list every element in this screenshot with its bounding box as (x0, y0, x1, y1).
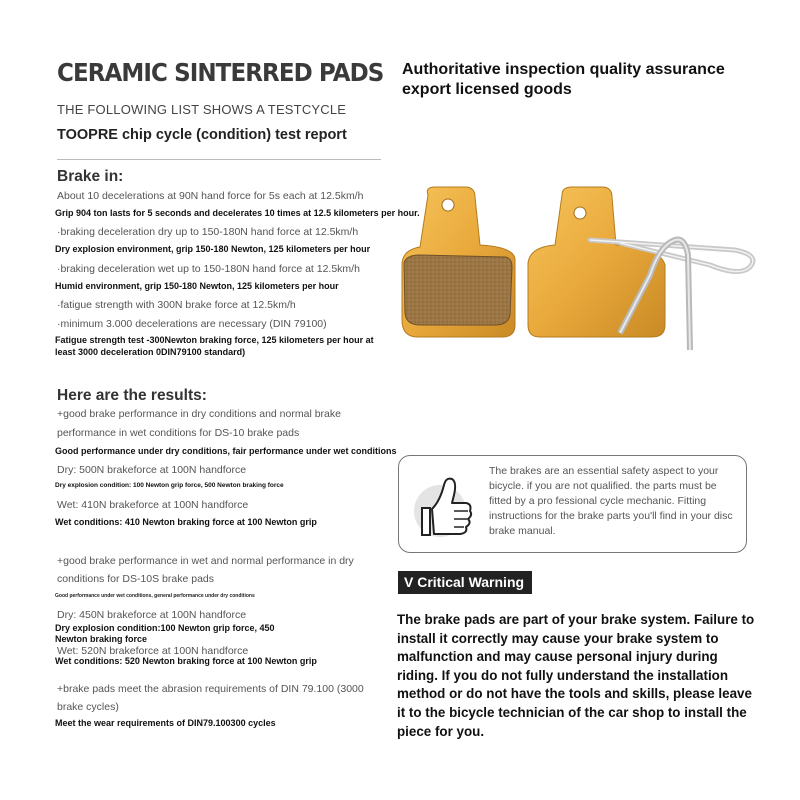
result-line: +good brake performance in wet and normal performance in dry (57, 555, 354, 567)
brake-in-line: ·minimum 3.000 decelerations are necessary (DIN 79100) (57, 318, 327, 330)
result-translation: Good performance under dry conditions, fair performance under wet conditions (55, 446, 397, 456)
right-pad-backing (528, 187, 665, 337)
result-line: conditions for DS-10S brake pads (57, 573, 215, 585)
result-translation: Meet the wear requirements of DIN79.100300 cycles (55, 718, 276, 728)
result-translation: Wet conditions: 410 Newton braking force at 100 Newton grip (55, 517, 317, 527)
authority-tagline: Authoritative inspection quality assurance export licensed goods (402, 61, 725, 98)
results-heading: Here are the results: (57, 387, 207, 404)
divider (57, 159, 381, 160)
subtitle: THE FOLLOWING LIST SHOWS A TESTCYCLE (57, 102, 347, 117)
notice-text: The brakes are an essential safety aspect to your bicycle. if you are not qualified. the parts must be fitted by a pro fessional cycle mechanic. Fitting instructions for the brake parts you'll find in your disc brake manual. (489, 465, 733, 537)
brake-in-line: ·fatigue strength with 300N brake force at 12.5km/h (57, 299, 296, 311)
brake-pads-image (390, 185, 770, 360)
brake-in-translation: Fatigue strength test -300Newton braking force, 125 kilometers per hour at least 3000 deceleration 0DIN79100 standard) (55, 335, 374, 357)
report-title: TOOPRE chip cycle (condition) test report (57, 127, 347, 143)
brake-in-translation: Dry explosion environment, grip 150-180 Newton, 125 kilometers per hour (55, 244, 371, 254)
brake-in-translation: Grip 904 ton lasts for 5 seconds and decelerates 10 times at 12.5 kilometers per hour. (55, 208, 420, 218)
result-line: performance in wet conditions for DS-10 brake pads (57, 427, 300, 439)
thumbs-up-icon (410, 463, 480, 543)
right-pad-hole (574, 207, 586, 219)
result-dry: Dry: 500N brakeforce at 100N handforce (57, 464, 247, 476)
result-line: brake cycles) (57, 701, 119, 713)
result-line: +good brake performance in dry conditions and normal brake (57, 408, 341, 420)
result-dry: Dry: 450N brakeforce at 100N handforce (57, 609, 247, 621)
warning-text: The brake pads are part of your brake system. Failure to install it correctly may cause your brake system to malfunction and may cause personal injury during riding. If you do not fully understand the installation method or do not have the tools and skills, please leave it to the bicycle technician of the car shop to install the piece for you. (397, 612, 755, 739)
left-pad-friction (404, 255, 512, 325)
result-line: +brake pads meet the abrasion requirements of DIN 79.100 (3000 (57, 683, 364, 695)
result-translation: Dry explosion condition: 100 Newton grip force, 500 Newton braking force (55, 482, 284, 489)
brake-in-heading: Brake in: (57, 168, 124, 185)
brake-in-line: ·braking deceleration wet up to 150-180N hand force at 12.5km/h (57, 263, 360, 275)
brake-in-line: ·braking deceleration dry up to 150-180N hand force at 12.5km/h (57, 226, 359, 238)
result-translation: Good performance under wet conditions, general performance under dry conditions (55, 593, 255, 599)
result-translation: Wet conditions: 520 Newton braking force at 100 Newton grip (55, 656, 317, 666)
result-wet: Wet: 520N brakeforce at 100N handforce (57, 645, 249, 657)
page-title: CERAMIC SINTERRED PADS (57, 58, 384, 87)
brake-in-translation: Humid environment, grip 150-180 Newton, 125 kilometers per hour (55, 281, 339, 291)
result-translation: Dry explosion condition:100 Newton grip force, 450 Newton braking force (55, 623, 275, 644)
result-wet: Wet: 410N brakeforce at 100N handforce (57, 499, 249, 511)
brake-in-line: About 10 decelerations at 90N hand force for 5s each at 12.5km/h (57, 190, 364, 202)
left-pad-hole (442, 199, 454, 211)
critical-warning-label: V Critical Warning (398, 571, 532, 594)
